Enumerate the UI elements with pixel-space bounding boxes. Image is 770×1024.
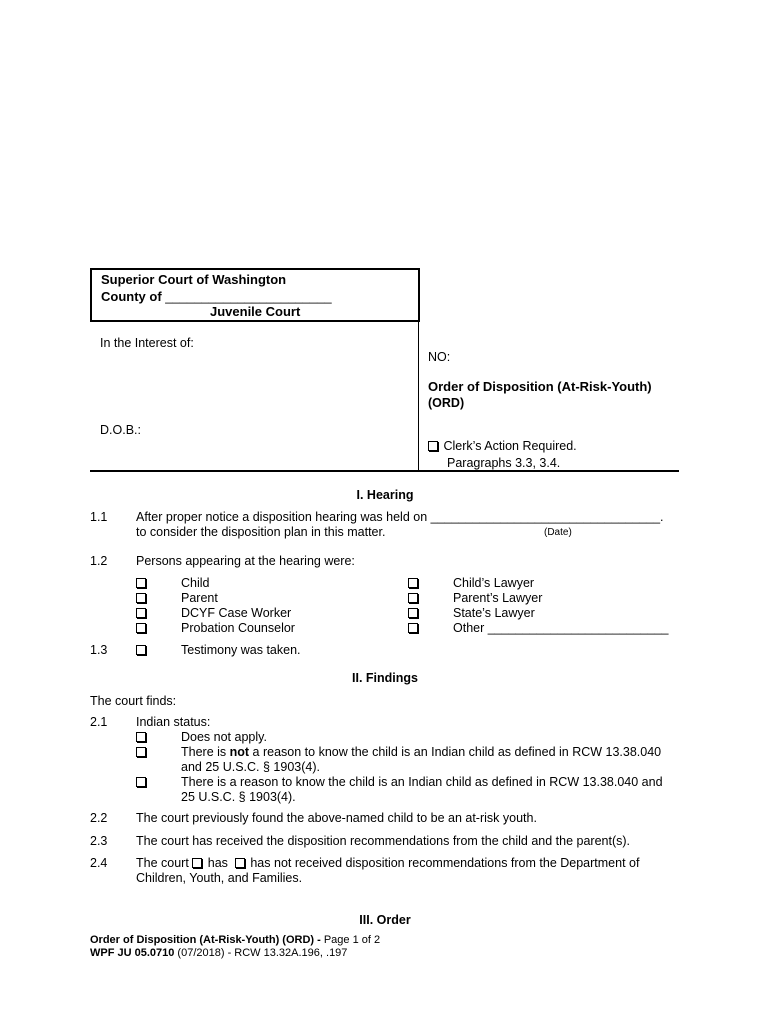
- document-abbreviation: (ORD): [428, 396, 465, 410]
- person-childs-lawyer-checkbox[interactable]: [408, 576, 420, 590]
- para-2-4-hasnot: has not received disposition recommendations from the Department of: [250, 856, 640, 870]
- para-2-4-line1: [136, 856, 639, 870]
- indian-no-reason-post: a reason to know the child is an Indian child as defined in RCW 13.38.040: [249, 745, 662, 759]
- indian-not-apply-label: Does not apply.: [181, 730, 267, 744]
- indian-no-reason-line1: [181, 745, 661, 759]
- person-dcyf-checkbox[interactable]: [136, 606, 148, 620]
- person-probation-label: Probation Counselor: [181, 621, 295, 635]
- person-parents-lawyer-checkbox[interactable]: [408, 591, 420, 605]
- indian-no-reason-line2: and 25 U.S.C. § 1903(4).: [181, 760, 320, 774]
- document-title: Order of Disposition (At-Risk-Youth): [428, 379, 652, 394]
- para-2-1-number: 2.1: [90, 715, 108, 729]
- para-2-3-number: 2.3: [90, 834, 108, 848]
- para-2-3-text: The court has received the disposition recommendations from the child and the parent(s).: [136, 834, 631, 848]
- footer-form-number: WPF JU 05.0710: [90, 947, 175, 959]
- testimony-checkbox[interactable]: [136, 643, 148, 657]
- section-order-heading: III. Order: [359, 913, 411, 927]
- clerk-action-checkbox[interactable]: [428, 441, 438, 451]
- para-2-4-has: has: [207, 856, 228, 870]
- county-line: [101, 289, 332, 304]
- person-dcyf-label: DCYF Case Worker: [181, 606, 292, 620]
- para-2-2-number: 2.2: [90, 811, 108, 825]
- interest-label: In the Interest of:: [100, 336, 194, 350]
- case-number-label: NO:: [428, 350, 451, 364]
- recommendations-has-checkbox[interactable]: [192, 858, 202, 868]
- person-states-lawyer-checkbox[interactable]: [408, 606, 420, 620]
- person-childs-lawyer-label: Child’s Lawyer: [453, 576, 535, 590]
- para-2-4-pre: The court: [136, 856, 193, 870]
- para-2-4-line2: Children, Youth, and Families.: [136, 871, 303, 885]
- footer-form-rest: (07/2018) - RCW 13.32A.196, .197: [174, 947, 348, 959]
- county-blank: _______________________: [165, 289, 332, 304]
- indian-no-reason-checkbox[interactable]: [136, 745, 148, 759]
- person-other-label[interactable]: Other __________________________: [453, 621, 669, 635]
- caption-divider-horizontal: [90, 470, 679, 472]
- para-2-1-text: Indian status:: [136, 715, 211, 729]
- indian-reason-line2: 25 U.S.C. § 1903(4).: [181, 790, 296, 804]
- findings-intro: The court finds:: [90, 694, 177, 708]
- date-label: (Date): [544, 527, 572, 538]
- paragraphs-line: [447, 456, 560, 470]
- court-division: Juvenile Court: [210, 304, 301, 319]
- section-hearing-heading: I. Hearing: [356, 488, 414, 502]
- dob-label: D.O.B.:: [100, 423, 141, 437]
- testimony-label: Testimony was taken.: [181, 643, 301, 657]
- person-parent-checkbox[interactable]: [136, 591, 148, 605]
- para-1-2-text: Persons appearing at the hearing were:: [136, 554, 355, 568]
- court-name: Superior Court of Washington: [101, 272, 287, 287]
- person-parents-lawyer-label: Parent’s Lawyer: [453, 591, 543, 605]
- court-caption-box: [90, 268, 420, 322]
- person-states-lawyer-label: State’s Lawyer: [453, 606, 535, 620]
- person-probation-checkbox[interactable]: [136, 621, 148, 635]
- para-1-1-line2: to consider the disposition plan in this matter.: [136, 525, 386, 539]
- para-1-1-line1: After proper notice a disposition hearing was held on _________________________________.: [136, 510, 664, 524]
- person-child-label: Child: [181, 576, 210, 590]
- person-parent-label: Parent: [181, 591, 218, 605]
- caption-divider-vertical: [418, 268, 419, 471]
- clerk-action-label: Clerk’s Action Required.: [443, 439, 577, 453]
- person-child-checkbox[interactable]: [136, 576, 148, 590]
- recommendations-hasnot-checkbox[interactable]: [235, 858, 245, 868]
- clerk-action-line: [428, 439, 577, 453]
- indian-reason-checkbox[interactable]: [136, 775, 148, 789]
- para-1-1-number: 1.1: [90, 510, 108, 524]
- person-other-checkbox[interactable]: [408, 621, 420, 635]
- para-2-4-number: 2.4: [90, 856, 108, 870]
- footer-title-line: [90, 934, 380, 946]
- indian-reason-line1: There is a reason to know the child is an Indian child as defined in RCW 13.38.040 and: [181, 775, 663, 789]
- para-1-3-number: 1.3: [90, 643, 108, 657]
- section-findings-heading: II. Findings: [352, 671, 418, 685]
- indian-not-apply-checkbox[interactable]: [136, 730, 148, 744]
- para-1-2-number: 1.2: [90, 554, 108, 568]
- paragraphs-value: 3.3, 3.4.: [515, 456, 561, 470]
- indian-no-reason-bold: not: [229, 745, 250, 759]
- footer-form-line: [90, 947, 347, 959]
- para-2-2-text: The court previously found the above-named child to be an at-risk youth.: [136, 811, 537, 825]
- county-label: County of: [101, 289, 162, 304]
- indian-no-reason-pre: There is: [181, 745, 230, 759]
- footer-title: Order of Disposition (At-Risk-Youth) (ORD) -: [90, 934, 321, 946]
- footer-page: Page 1 of 2: [320, 934, 381, 946]
- paragraphs-label: Paragraphs: [447, 456, 512, 470]
